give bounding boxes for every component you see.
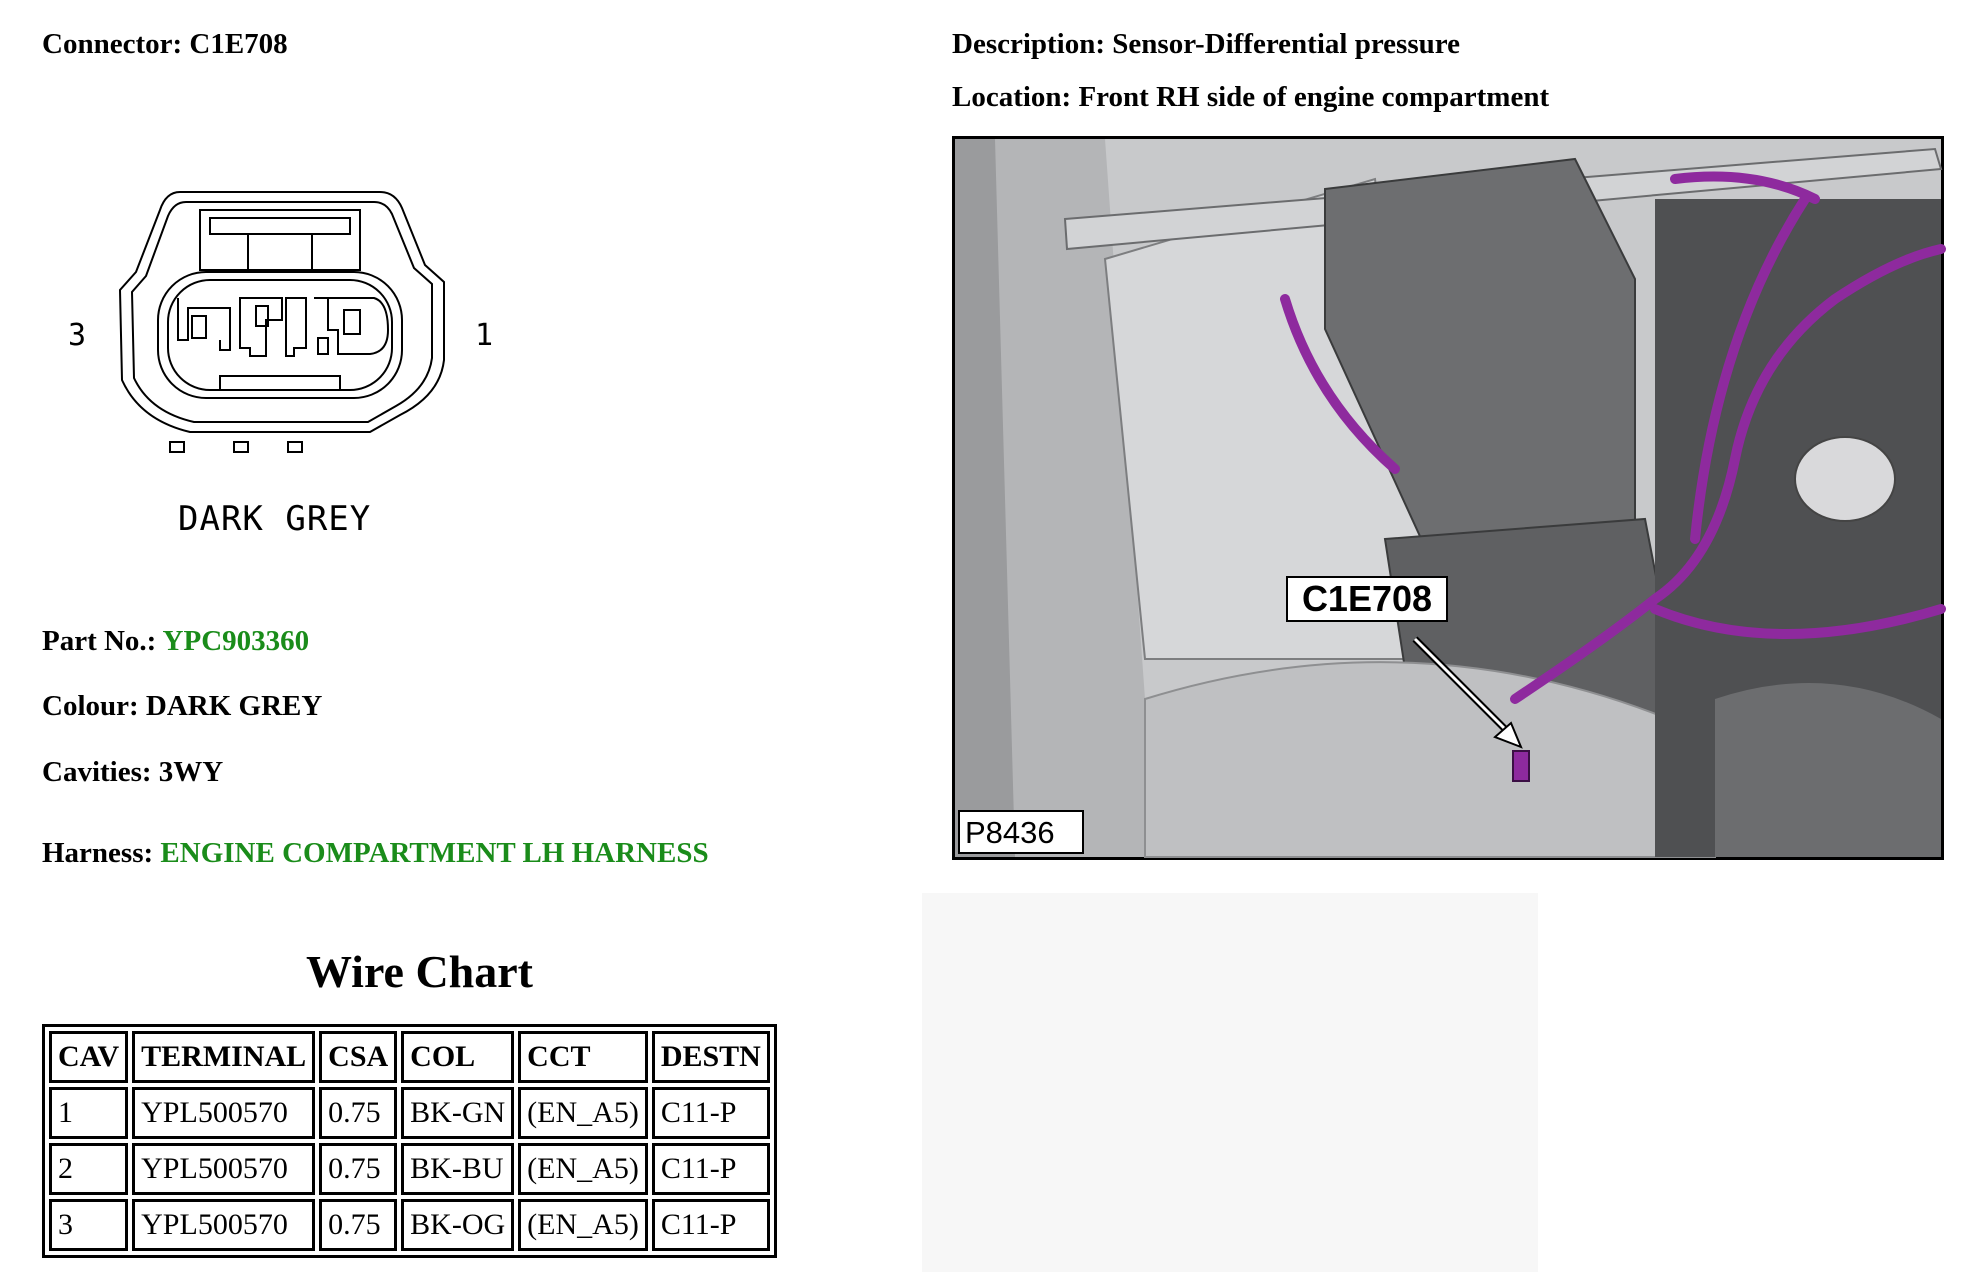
part-no-link[interactable]: YPC903360 <box>162 625 310 657</box>
connector-face-diagram <box>68 180 494 550</box>
cell-cav: 1 <box>49 1087 128 1139</box>
cell-col: BK-GN <box>401 1087 514 1139</box>
cell-cav: 3 <box>49 1199 128 1251</box>
table-row <box>49 1087 770 1139</box>
cell-cct: (EN_A5) <box>518 1087 648 1139</box>
part-no-label: Part No.: <box>42 625 157 657</box>
cell-col: BK-OG <box>401 1199 514 1251</box>
header-destn: DESTN <box>652 1031 770 1083</box>
connector-value: C1E708 <box>189 28 288 60</box>
cell-destn: C11-P <box>652 1199 770 1251</box>
table-row <box>49 1199 770 1251</box>
cell-cct: (EN_A5) <box>518 1143 648 1195</box>
part-no-line <box>42 625 309 658</box>
cell-destn: C11-P <box>652 1143 770 1195</box>
header-cav: CAV <box>49 1031 128 1083</box>
cell-csa: 0.75 <box>319 1199 397 1251</box>
table-row <box>49 1143 770 1195</box>
connector-label: Connector: <box>42 28 183 60</box>
connector-line <box>42 28 288 61</box>
cell-csa: 0.75 <box>319 1143 397 1195</box>
diagram-pin-1-label: 1 <box>475 318 494 353</box>
cell-cct: (EN_A5) <box>518 1199 648 1251</box>
header-terminal: TERMINAL <box>132 1031 315 1083</box>
header-cct: CCT <box>518 1031 648 1083</box>
cell-csa: 0.75 <box>319 1087 397 1139</box>
location-value: Front RH side of engine compartment <box>1078 81 1550 113</box>
cavities-value: 3WY <box>158 756 224 788</box>
cell-destn: C11-P <box>652 1087 770 1139</box>
location-label: Location: <box>952 81 1072 113</box>
description-label: Description: <box>952 28 1106 60</box>
cell-cav: 2 <box>49 1143 128 1195</box>
wire-chart-table <box>42 1024 777 1258</box>
cell-terminal: YPL500570 <box>132 1087 315 1139</box>
cell-col: BK-BU <box>401 1143 514 1195</box>
wire-chart-title: Wire Chart <box>306 946 533 997</box>
photo-reference-label: P8436 <box>965 815 1055 850</box>
description-line <box>952 28 1460 61</box>
colour-label: Colour: <box>42 690 139 722</box>
cavities-line <box>42 756 223 789</box>
location-line <box>952 81 1549 114</box>
colour-value: DARK GREY <box>145 690 323 722</box>
diagram-colour-label: DARK GREY <box>178 499 372 539</box>
harness-link[interactable]: ENGINE COMPARTMENT LH HARNESS <box>160 837 709 869</box>
photo-callout-label: C1E708 <box>1301 578 1433 619</box>
harness-label: Harness: <box>42 837 154 869</box>
wire-chart-header-row <box>49 1031 770 1083</box>
header-col: COL <box>401 1031 514 1083</box>
colour-line <box>42 690 322 723</box>
engine-compartment-illustration <box>955 139 1941 857</box>
diagram-pin-3-label: 3 <box>68 318 87 353</box>
harness-line <box>42 837 709 870</box>
cell-terminal: YPL500570 <box>132 1199 315 1251</box>
blank-panel <box>922 893 1538 1272</box>
description-value: Sensor-Differential pressure <box>1112 28 1460 60</box>
cavities-label: Cavities: <box>42 756 152 788</box>
connector-location-photo <box>952 136 1944 860</box>
header-csa: CSA <box>319 1031 397 1083</box>
cell-terminal: YPL500570 <box>132 1143 315 1195</box>
